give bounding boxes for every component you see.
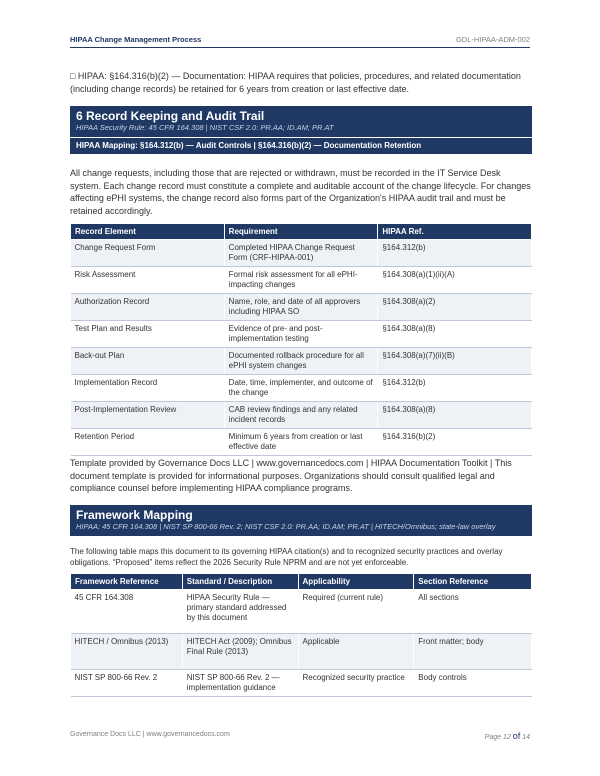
col-header-record-element: Record Element (71, 224, 225, 240)
cell-record-element: Implementation Record (71, 375, 225, 402)
cell-section-reference: All sections (414, 590, 532, 634)
cell-hipaa-ref: §164.312(b) (378, 240, 532, 267)
cell-record-element: Retention Period (71, 429, 225, 456)
col-header-applicability: Applicability (298, 574, 414, 590)
col-header-standard-description: Standard / Description (182, 574, 298, 590)
cell-hipaa-ref: §164.308(a)(8) (378, 402, 532, 429)
cell-record-element: Authorization Record (71, 294, 225, 321)
table-row (71, 402, 532, 429)
cell-record-element: Test Plan and Results (71, 321, 225, 348)
table-row (71, 267, 532, 294)
framework-mapping-heading (70, 505, 532, 536)
cell-framework-reference: NIST SP 800-66 Rev. 2 (71, 670, 183, 697)
page-label: Page (484, 734, 502, 741)
section-6-subtitle: HIPAA Security Rule: 45 CFR 164.308 | NIST CSF 2.0: PR.AA; ID.AM; PR.AT (76, 123, 334, 132)
col-header-section-reference: Section Reference (414, 574, 532, 590)
records-table (70, 223, 532, 456)
table-row (71, 294, 532, 321)
cell-requirement: Minimum 6 years from creation or last effective date (224, 429, 378, 456)
col-header-requirement: Requirement (224, 224, 378, 240)
framework-table-header (71, 574, 532, 590)
cell-hipaa-ref: §164.312(b) (378, 375, 532, 402)
cell-record-element: Back-out Plan (71, 348, 225, 375)
header-title: HIPAA Change Management Process (70, 35, 202, 44)
page-footer (70, 731, 530, 741)
page-number (485, 731, 530, 741)
cell-section-reference: Front matter; body (414, 634, 532, 670)
cell-requirement: CAB review findings and any related incident records (224, 402, 378, 429)
col-header-hipaa-ref: HIPAA Ref. (378, 224, 532, 240)
records-table-header (71, 224, 532, 240)
table-row (71, 240, 532, 267)
page-of-label: of (512, 731, 521, 741)
cell-section-reference: Body controls (414, 670, 532, 697)
cell-requirement: Completed HIPAA Change Request Form (CRF-HIPAA-001) (224, 240, 378, 267)
cell-applicability: Required (current rule) (298, 590, 414, 634)
table-row (71, 429, 532, 456)
framework-mapping-subtitle: HIPAA: 45 CFR 164.308 | NIST SP 800-66 Rev. 2; NIST CSF 2.0: PR.AA; ID.AM; PR.AT | HITECH/Omnibus; state-law overlay (76, 522, 496, 531)
intro-note: □ HIPAA: §164.316(b)(2) — Documentation: HIPAA requires that policies, procedures, and related documentation (including change records) be retained for 6 years from creation or last effective date. (70, 71, 521, 94)
hipaa-mapping-bar: HIPAA Mapping: §164.312(b) — Audit Controls | §164.316(b)(2) — Documentation Retention (70, 138, 532, 154)
cell-applicability: Recognized security practice (298, 670, 414, 697)
cell-hipaa-ref: §164.308(a)(8) (378, 321, 532, 348)
table-row (71, 348, 532, 375)
table-row (71, 634, 532, 670)
page-current: 12 (502, 734, 511, 741)
cell-hipaa-ref: §164.308(a)(2) (378, 294, 532, 321)
cell-applicability: Applicable (298, 634, 414, 670)
table-row (71, 670, 532, 697)
cell-requirement: Documented rollback procedure for all ePHI system changes (224, 348, 378, 375)
cell-standard-description: NIST SP 800-66 Rev. 2 — implementation guidance (182, 670, 298, 697)
table-row (71, 321, 532, 348)
cell-requirement: Evidence of pre- and post-implementation testing (224, 321, 378, 348)
cell-requirement: Formal risk assessment for all ePHI-impacting changes (224, 267, 378, 294)
header-doc-code: GDL-HIPAA-ADM-002 (455, 35, 530, 44)
framework-paragraph: The following table maps this document to its governing HIPAA citation(s) and to recognized security practices and overlay obligations. “Proposed” items reflect the 2026 Security Rule NPRM and are not yet enforceable. (70, 547, 503, 567)
col-header-framework-reference: Framework Reference (71, 574, 183, 590)
page-total: 14 (522, 734, 530, 741)
section-6-paragraph: All change requests, including those that are rejected or withdrawn, must be recorded in the IT Service Desk system. Each change record must constitute a complete and auditable account of the change lifecycle. For changes affecting ePHI systems, the change record also forms part of the Organization's HIPAA audit trail and must be retained accordingly. (70, 168, 531, 216)
cell-requirement: Date, time, implementer, and outcome of the change (224, 375, 378, 402)
table-row (71, 375, 532, 402)
cell-framework-reference: 45 CFR 164.308 (71, 590, 183, 634)
cell-standard-description: HIPAA Security Rule — primary standard addressed by this document (182, 590, 298, 634)
footer-company: Governance Docs LLC | www.governancedocs.com (70, 731, 230, 738)
page-header (70, 34, 530, 48)
cell-standard-description: HITECH Act (2009); Omnibus Final Rule (2013) (182, 634, 298, 670)
section-6-heading (70, 106, 532, 137)
table-row (71, 590, 532, 634)
cell-record-element: Change Request Form (71, 240, 225, 267)
framework-mapping-title: Framework Mapping (76, 508, 193, 522)
cell-hipaa-ref: §164.308(a)(1)(ii)(A) (378, 267, 532, 294)
framework-table (70, 573, 532, 697)
cell-record-element: Post-Implementation Review (71, 402, 225, 429)
cell-hipaa-ref: §164.316(b)(2) (378, 429, 532, 456)
cell-record-element: Risk Assessment (71, 267, 225, 294)
cell-hipaa-ref: §164.308(a)(7)(ii)(B) (378, 348, 532, 375)
cell-requirement: Name, role, and date of all approvers including HIPAA SO (224, 294, 378, 321)
cell-framework-reference: HITECH / Omnibus (2013) (71, 634, 183, 670)
section-6-title: 6 Record Keeping and Audit Trail (76, 109, 265, 123)
template-note: Template provided by Governance Docs LLC | www.governancedocs.com | HIPAA Documentation Toolkit | This document template is provided for informational purposes. Organizations should consult qualified legal and compliance counsel before implementing HIPAA compliance programs. (70, 458, 512, 493)
